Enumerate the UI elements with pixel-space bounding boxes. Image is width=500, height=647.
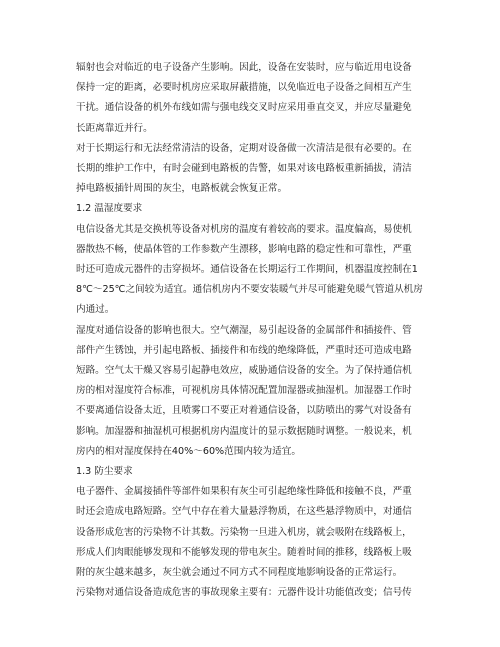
text-line: 长距离靠近并行。 [76,122,153,134]
text-line: 掉电路板插针周围的灰尘，电路板就会恢复正常。 [76,183,288,195]
text-line: 器散热不畅，使晶体管的工作参数产生漂移，影响电路的稳定性和可靠性，严重 [76,243,412,255]
paragraph-humidity [76,321,460,462]
section-heading-dustproof: 1.3 防尘要求 [76,466,133,478]
text-line: 电子器件、金属接插件等部件如果积有灰尘可引起绝缘性降低和接触不良，严重 [76,486,412,498]
text-line: 形成人们肉眼能够发现和不能够发现的带电灰尘。随着时间的推移，线路板上吸 [76,546,412,558]
text-line: 设备形成危害的污染物不计其数。污染物一旦进入机房，就会吸附在线路板上， [76,526,412,538]
text-line: 房的相对湿度符合标准，可视机房具体情况配置加湿器或抽湿机。加湿器工作时 [76,385,412,397]
text-line: 部件产生锈蚀，并引起电路板、插接件和布线的绝缘降低，严重时还可造成电路 [76,344,412,356]
text-line: 时还可造成元器件的击穿损坏。通信设备在长期运行工作期间，机器温度控制在1 [76,264,418,276]
text-line: 电信设备尤其是交换机等设备对机房的温度有着较高的要求。温度偏高，易使机 [76,223,412,235]
paragraph-temperature [76,220,460,321]
paragraph-dust [76,482,460,603]
text-line: 短路。空气太干燥又容易引起静电效应，威胁通信设备的安全。为了保持通信机 [76,365,412,377]
paragraph-interference [76,58,460,139]
text-line: 影响。加湿器和抽湿机可根据机房内温度计的显示数据随时调整。一般说来，机 [76,425,412,437]
text-line: 湿度对通信设备的影响也很大。空气潮湿，易引起设备的金属部件和插接件、管 [76,324,412,336]
text-line: 保持一定的距离，必要时机房应采取屏蔽措施，以免临近电子设备之间相互产生 [76,82,412,94]
text-line: 房内的相对湿度保持在40%～60%范围内较为适宜。 [76,445,301,457]
text-line: 内通过。 [76,304,115,316]
paragraph-cleaning [76,139,460,200]
text-line: 附的灰尘越来越多，灰尘就会通过不同方式不同程度地影响设备的正常运行。 [76,567,403,579]
text-line: 8℃～25℃之间较为适宜。通信机房内不要安装暖气并尽可能避免暖气管道从机房 [76,284,423,296]
text-line: 干扰。通信设备的机外布线如需与强电线交叉时应采用垂直交叉，并应尽量避免 [76,102,412,114]
text-line: 不要离通信设备太近，且喷雾口不要正对着通信设备，以防喷出的雾气对设备有 [76,405,412,417]
text-line: 辐射也会对临近的电子设备产生影响。因此，设备在安装时，应与临近用电设备 [76,62,412,73]
text-line: 时还会造成电路短路。空气中存在着大量悬浮物质，在这些悬浮物质中，对通信 [76,506,412,518]
text-line: 对于长期运行和无法经常清洁的设备，定期对设备做一次清洁是很有必要的。在 [76,142,412,154]
section-heading-temperature-humidity: 1.2 温湿度要求 [76,203,143,215]
text-line: 污染物对通信设备造成危害的事故现象主要有：元器件设计功能值改变；信号传 [76,587,412,599]
text-line: 长期的维护工作中，有时会碰到电路板的告警，如果对该电路板重新插拔，清洁 [76,163,412,175]
